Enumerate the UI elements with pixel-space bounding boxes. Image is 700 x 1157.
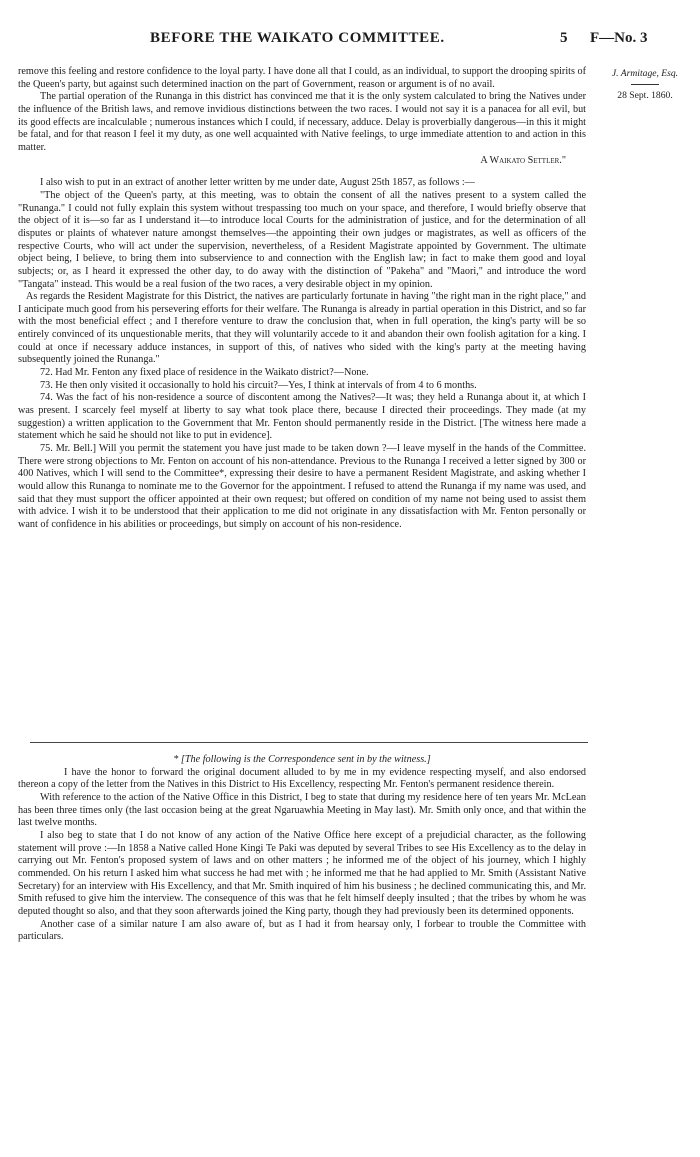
footnote-paragraph-1: I have the honor to forward the original document alluded to by me in my evidence respecting myself, and also endorsed thereon a copy of the letter from the Natives in this District to His Excellency, respecting Mr. Fenton's permanent residence therein. bbox=[18, 766, 586, 791]
section-divider bbox=[30, 742, 588, 743]
paragraph-extract-quote: "The object of the Queen's party, at this meeting, was to obtain the consent of all the natives present to a system called the "Runanga." I could not fully explain this system without trespassing too much on your space, and therefore, I would briefly observe that the object of it is—so far as I understand it—to introduce local Courts for the administration of justice, and for the determination of all disputes or plaints of whatever nature amongst themselves—the appointing their own judges or magistrates, as well as officers of the respective Courts, who will act under the supervision, nevertheless, of a Resident Magistrate appointed by Government. The ultimate object being, I believe, to bring them into subservience to and connection with the English law; in fact to make them good and loyal subjects; or, as I heard it expressed the other day, to do away with the distinction of "Pakeha" and "Maori," and introduce the word "Tangata" instead. This would be a real fusion of the two races, a very desirable object in my opinion. bbox=[18, 189, 586, 290]
paragraph-continuation: remove this feeling and restore confidence to the loyal party. I have done all that I could, as an individual, to support the drooping spirits of the Queen's party, but against such determined inaction on the part of Government, reason or argument is of no avail. bbox=[18, 66, 586, 90]
page-number: 5 bbox=[560, 30, 568, 46]
margin-rule bbox=[631, 84, 659, 85]
question-73: 73. He then only visited it occasionally to hold his circuit?—Yes, I think at intervals of from 4 to 6 months. bbox=[40, 379, 477, 391]
paper-reference: F—No. 3 bbox=[590, 30, 648, 46]
footnote-paragraph-2: With reference to the action of the Native Office in this District, I beg to state that during my residence here of ten years Mr. McLean has been three times only (the last occasion being at the great Ngaruawhia Meeting in May last). Mr. Smith only once, and that within the last twelve months. bbox=[18, 791, 586, 829]
running-title: BEFORE THE WAIKATO COMMITTEE. bbox=[150, 30, 445, 46]
question-74: 74. Was the fact of his non-residence a source of discontent among the Natives?—It was; they held a Runanga about it, at which I was present. I scarcely feel myself at liberty to say what took place there, because I directed their proceedings. They made (at my suggestion) a written application to the Government that Mr. Fenton should permanently reside in the District. [The witness here made a statement which he said he should not like to put in evidence]. bbox=[18, 392, 586, 442]
question-72: 72. Had Mr. Fenton any fixed place of residence in the Waikato district?—None. bbox=[40, 367, 369, 379]
paragraph-resident-magistrate: As regards the Resident Magistrate for this District, the natives are particularly fortunate in having "the right man in the right place," and I anticipate much good from his persevering efforts for their welfare. The Runanga is already in partial operation in this District, and so far with the most beneficial effect ; and I therefore venture to draw the conclusion that, when in full operation, the king's party will be so entirely convinced of its unquestionable merits, that they will voluntarily accede to it and abandon their own foolish agitation for a king. I could at once if necessary adduce instances, in support of this, of natives who sided with the king's party at the meeting having subsequently joined the Runanga." bbox=[18, 291, 586, 366]
margin-date: 28 Sept. 1860. bbox=[617, 90, 673, 101]
spacer bbox=[18, 167, 586, 177]
question-75: 75. Mr. Bell.] Will you permit the statement you have just made to be taken down ?—I leave myself in the hands of the Committee. There were strong objections to Mr. Fenton on account of his non-attendance. Previous to the Runanga I received a letter signed by 300 or 400 Natives, which I will send to the Committee*, expressing their desire to have a permanent Resident Magistrate, and asking whether I would allow this Runanga to nominate me to the Governor for the appointment. I refused to attend the Runanga if my name was used, and said that they must support the officer appointed at their own request; but offered on condition of my name not being used to assist them with advice. I wish it to be understood that their application to me did not originate in any dissatisfaction with Mr. Fenton personally or want of confidence in his abilities or proceedings, but simply on account of his non-residence. bbox=[18, 443, 586, 530]
evidence-body bbox=[18, 66, 586, 532]
margin-witness-name: J. Armitage, Esq. bbox=[611, 68, 679, 79]
page-header bbox=[0, 30, 700, 52]
letter-signature: A Waikato Settler." bbox=[480, 154, 566, 166]
footnote-paragraph-4: Another case of a similar nature I am also aware of, but as I had it from hearsay only, I forbear to trouble the Committee with particulars. bbox=[18, 918, 586, 943]
paragraph-extract-intro: I also wish to put in an extract of another letter written by me under date, August 25th 1857, as follows :— bbox=[40, 177, 475, 189]
footnote-correspondence bbox=[18, 754, 586, 944]
paragraph-runanga-operation: The partial operation of the Runanga in this district has convinced me that it is the only system calculated to bring the Natives under the influence of the British laws, and remove invidious distinctions between the two races. I would not say it is a panacea for all evil, but its good effects are incalculable ; numerous instances which I could, if necessary, adduce. Delay is proverbially dangerous—in this it might be fatal, and for that reason I feel it my duty, as one well acquainted with Native feelings, to urge immediate attention to and action in this matter. bbox=[18, 91, 586, 153]
footnote-heading: * [The following is the Correspondence sent in by the witness.] bbox=[173, 754, 431, 765]
footnote-paragraph-3: I also beg to state that I do not know of any action of the Native Office here except of a prejudicial character, as the following statement will prove :—In 1858 a Native called Hone Kingi Te Paki was deputed by several Tribes to see His Excellency as to the delay in carrying out Mr. Fenton's proposed system of laws and on other matters ; he informed me of the object of his journey, which I highly commended. On his return I asked him what success he had met with ; he informed me that he had applied to Mr. Smith (Assistant Native Secretary) for an interview with His Excellency, and that Mr. Smith inquired of him his business ; he declined communicating this, and Mr. Smith refused to give him the interview. The consequence of this was that he felt himself deeply insulted ; that the tribes by whom he was deputed thought so also, and that they soon afterwards joined the King party, though they had previously been its determined opponents. bbox=[18, 829, 586, 917]
margin-note bbox=[592, 68, 698, 102]
